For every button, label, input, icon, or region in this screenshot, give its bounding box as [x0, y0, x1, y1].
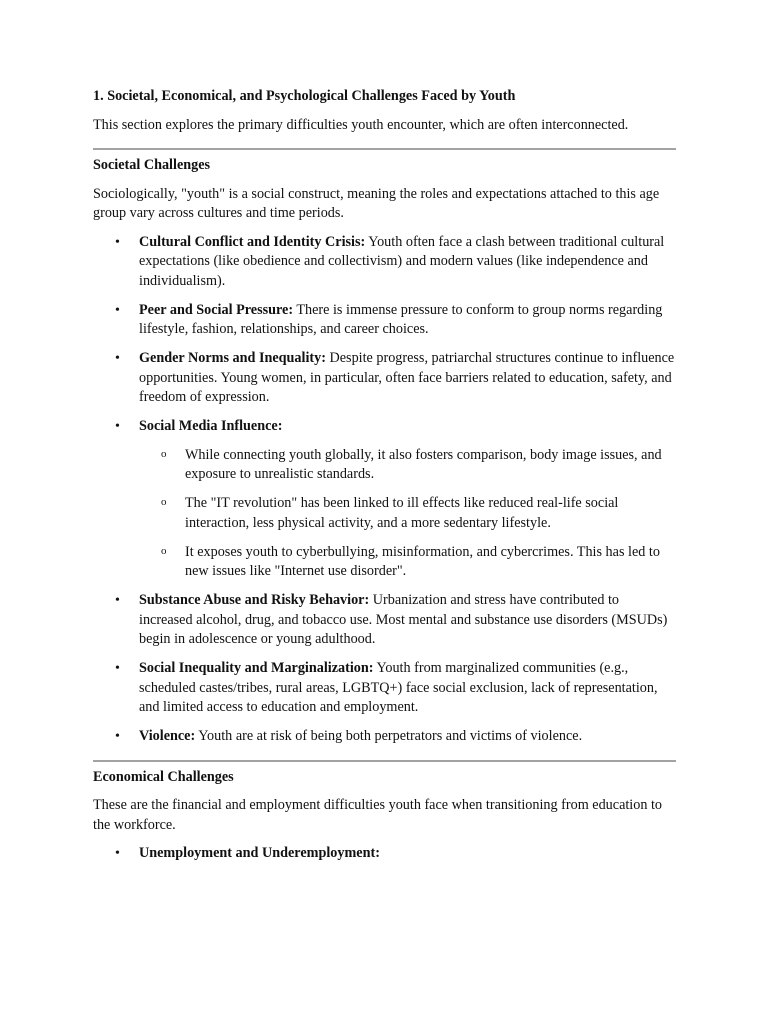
item-term: Cultural Conflict and Identity Crisis: [139, 233, 366, 250]
item-text: Urbanization and stress have contributed to increased alcohol, drug, and tobacco use. Most mental and substance use disorders (MSUDs) begin in adolescence or young adulthood. [139, 592, 668, 647]
divider [93, 760, 676, 762]
item-term: Unemployment and Underemployment: [139, 845, 380, 861]
list-item [139, 727, 676, 747]
list-item [139, 233, 676, 292]
societal-intro: Sociologically, "youth" is a social construct, meaning the roles and expectations attached to this age group vary across cultures and time periods. [93, 185, 660, 221]
list-item [139, 659, 676, 718]
divider [93, 148, 676, 150]
item-term: Gender Norms and Inequality: [139, 350, 326, 366]
list-item [139, 349, 676, 408]
social-media-sublist [139, 446, 676, 582]
item-text: Youth from marginalized communities (e.g., scheduled castes/tribes, rural areas, LGBTQ+) face social exclusion, lack of representation, and limited access to education and employment. [139, 660, 658, 715]
economical-intro: These are the financial and employment difficulties youth face when transitioning from education to the workforce. [93, 797, 663, 833]
sub-list-item: o It exposes youth to cyberbullying, misinformation, and cybercrimes. This has led to new issues like "Internet use disorder". [185, 543, 676, 582]
item-term: Peer and Social Pressure: [139, 301, 294, 318]
item-term: Violence: [139, 728, 196, 744]
list-item [139, 301, 676, 340]
list-item [139, 591, 676, 650]
societal-title: Societal Challenges [93, 157, 211, 173]
list-item [139, 844, 676, 864]
economical-list [93, 844, 676, 864]
economical-title: Economical Challenges [93, 768, 234, 785]
item-text: There is immense pressure to conform to group norms regarding lifestyle, fashion, relationships, and career choices. [139, 301, 663, 337]
section-heading: 1. Societal, Economical, and Psychological Challenges Faced by Youth [93, 88, 516, 104]
societal-list [93, 233, 676, 747]
item-text: Despite progress, patriarchal structures continue to influence opportunities. Young women, in particular, often face barriers related to education, safety, and freedom of expression. [139, 350, 675, 405]
item-term: Social Media Influence: [139, 418, 283, 434]
item-text: Youth often face a clash between traditional cultural expectations (like obedience and collectivism) and modern values (like independence and individualism). [139, 233, 665, 289]
item-text: Youth are at risk of being both perpetrators and victims of violence. [195, 728, 583, 744]
item-term: Social Inequality and Marginalization: [139, 660, 374, 676]
list-item [139, 417, 676, 582]
sub-list-item: o The "IT revolution" has been linked to ill effects like reduced real-life social interaction, less physical activity, and a more sedentary lifestyle. [185, 494, 676, 533]
item-term: Substance Abuse and Risky Behavior: [139, 592, 370, 608]
section-intro: This section explores the primary difficulties youth encounter, which are often interconnected. [93, 116, 629, 133]
sub-list-item: o While connecting youth globally, it also fosters comparison, body image issues, and exposure to unrealistic standards. [185, 446, 676, 485]
